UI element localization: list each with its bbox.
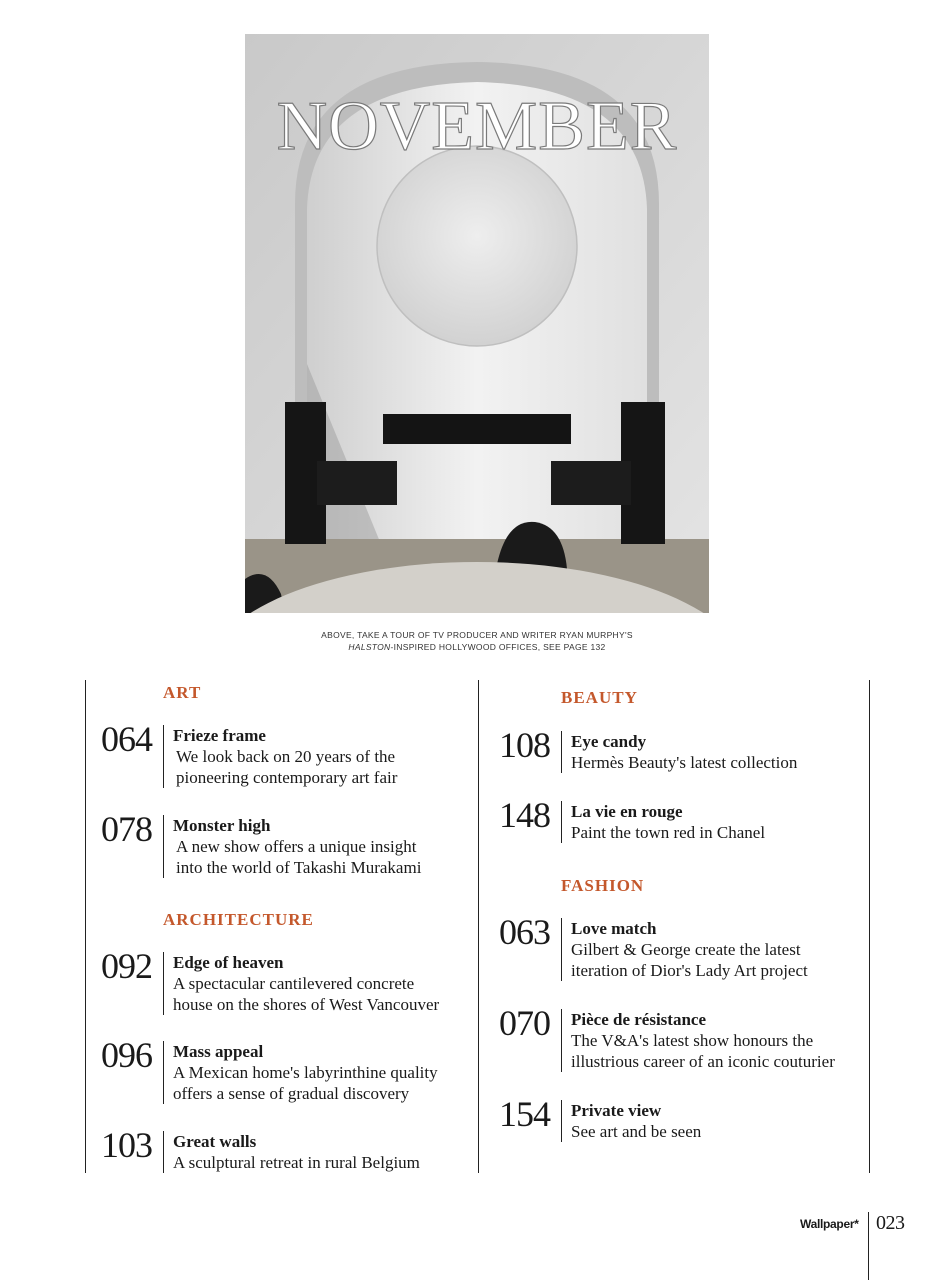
entry-description-line: Paint the town red in Chanel: [571, 823, 766, 842]
page-number: 148: [499, 795, 550, 835]
entry-description-line: iteration of Dior's Lady Art project: [571, 961, 808, 980]
entry-title: Monster high: [173, 816, 271, 835]
entry-text: [561, 801, 871, 843]
entry-description-line: house on the shores of West Vancouver: [173, 995, 440, 1014]
entry-title: Private view: [571, 1101, 662, 1120]
entry-description-line: Hermès Beauty's latest collection: [571, 753, 798, 772]
page-number: 108: [499, 725, 550, 765]
caption-line-2: -INSPIRED HOLLYWOOD OFFICES, SEE PAGE 132: [390, 642, 606, 652]
page-number: 092: [101, 946, 152, 986]
folio-page-number: 023: [876, 1212, 905, 1234]
entry-text: [561, 1100, 871, 1142]
entry-title: Edge of heaven: [173, 953, 284, 972]
entry-title: Pièce de résistance: [571, 1010, 706, 1029]
footer-divider: [868, 1212, 869, 1280]
hero-photo: [245, 34, 709, 613]
entry-text: [163, 1131, 473, 1173]
section-heading-art: ART: [163, 683, 202, 702]
entry-description-line: See art and be seen: [571, 1122, 702, 1141]
entry-description-line: illustrious career of an iconic couturier: [571, 1052, 835, 1071]
entry-description-line: We look back on 20 years of the: [176, 747, 396, 766]
entry-text: [163, 815, 473, 878]
page-number: 070: [499, 1003, 550, 1043]
magazine-brand: Wallpaper*: [800, 1217, 859, 1231]
entry-text: [561, 918, 871, 981]
page-number: 064: [101, 719, 152, 759]
entry-description-line: A spectacular cantilevered concrete: [173, 974, 415, 993]
section-heading-beauty: BEAUTY: [561, 688, 638, 707]
photo-caption: [245, 629, 709, 653]
entry-title: Frieze frame: [173, 726, 266, 745]
entry-description-line: pioneering contemporary art fair: [176, 768, 398, 787]
page-number: 078: [101, 809, 152, 849]
entry-title: La vie en rouge: [571, 802, 683, 821]
entry-description-line: The V&A's latest show honours the: [571, 1031, 814, 1050]
entry-description-line: A Mexican home's labyrinthine quality: [173, 1063, 438, 1082]
entry-description-line: Gilbert & George create the latest: [571, 940, 801, 959]
entry-description-line: A new show offers a unique insight: [176, 837, 417, 856]
section-heading-architecture: ARCHITECTURE: [163, 910, 314, 929]
page-number: 154: [499, 1094, 550, 1134]
entry-description-line: A sculptural retreat in rural Belgium: [173, 1153, 420, 1172]
entry-title: Love match: [571, 919, 657, 938]
page-number: 096: [101, 1035, 152, 1075]
entry-text: [163, 1041, 473, 1104]
entry-text: [561, 1009, 871, 1072]
caption-italic-word: HALSTON: [348, 642, 391, 652]
entry-description-line: offers a sense of gradual discovery: [173, 1084, 410, 1103]
month-title: NOVEMBER: [276, 88, 678, 165]
entry-description-line: into the world of Takashi Murakami: [176, 858, 422, 877]
contents-left-column: [85, 680, 479, 1173]
entry-text: [561, 731, 871, 773]
entry-text: [163, 725, 473, 788]
caption-line-1: ABOVE, TAKE A TOUR OF TV PRODUCER AND WRITER RYAN MURPHY'S: [321, 630, 633, 640]
page-number: 063: [499, 912, 550, 952]
entry-title: Great walls: [173, 1132, 257, 1151]
page-number: 103: [101, 1125, 152, 1165]
entry-title: Mass appeal: [173, 1042, 264, 1061]
entry-text: [163, 952, 473, 1015]
entry-title: Eye candy: [571, 732, 647, 751]
section-heading-fashion: FASHION: [561, 876, 645, 895]
contents-right-column: [477, 680, 870, 1173]
